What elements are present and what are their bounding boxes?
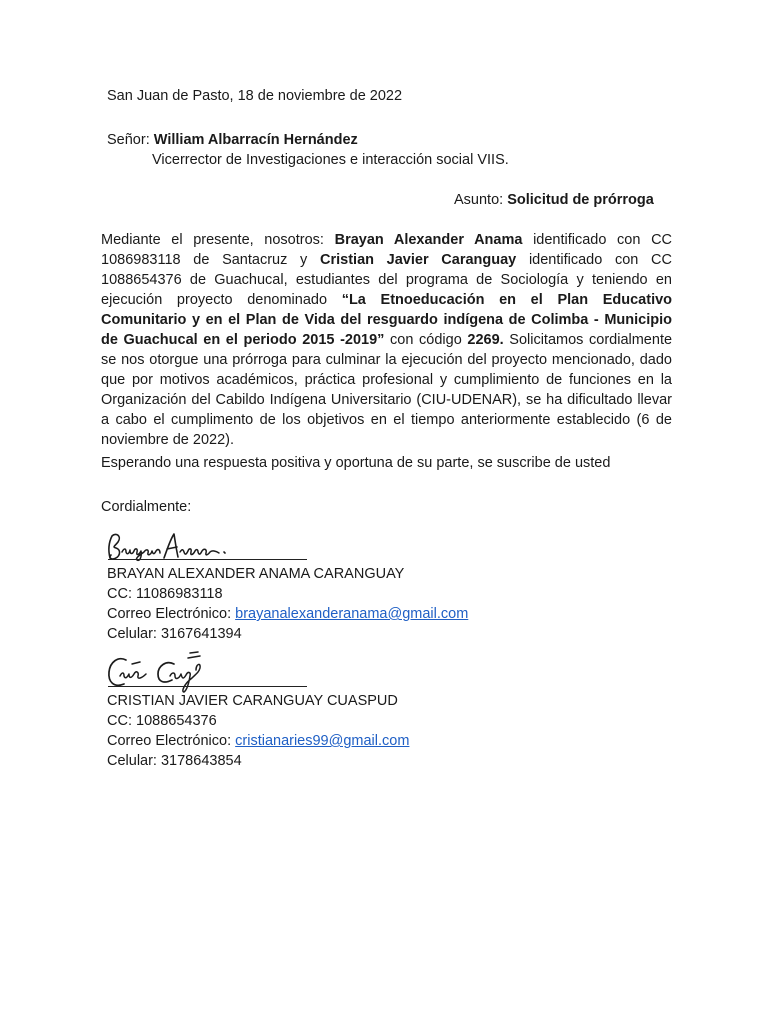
signature-line-1	[108, 559, 307, 560]
closing: Cordialmente:	[101, 499, 192, 515]
body-project-title: “La Etnoeducación en el Plan Educativo Comunitario y en el Plan de Vida del resguardo indígena de Colimba - Municipio de Guachucal en el periodo 2015 -2019”	[101, 292, 673, 348]
closing-sentence: Esperando una respuesta positiva y oportuna de su parte, se suscribe de usted	[101, 455, 611, 471]
recipient-line	[107, 130, 358, 150]
body-student-1: Brayan Alexander Anama	[334, 232, 523, 248]
signatory-1-email-row	[107, 604, 468, 624]
recipient-title: Vicerrector de Investigaciones e interacción social VIIS.	[152, 152, 509, 168]
signatory-2-email-row	[107, 731, 409, 751]
signature-cristian	[104, 650, 310, 694]
signatory-1-name: BRAYAN ALEXANDER ANAMA CARANGUAY	[107, 566, 405, 582]
signatory-1-email-label: Correo Electrónico:	[107, 606, 232, 622]
subject-line	[454, 190, 654, 210]
salutation-label: Señor:	[107, 132, 150, 148]
body-paragraph	[101, 230, 672, 450]
recipient-name: William Albarracín Hernández	[153, 132, 358, 148]
body-id-2: identificado con CC 1088654376 de Guachucal, estudiantes del programa de Sociología y teniendo en ejecución proyecto denominado	[101, 252, 672, 308]
body-code-label: con código	[390, 332, 462, 348]
signatory-2-email-link[interactable]: cristianaries99@gmail.com	[235, 733, 410, 749]
signatory-2-cc: CC: 1088654376	[107, 713, 217, 729]
handwritten-signature-icon	[104, 530, 310, 562]
signatory-2-name: CRISTIAN JAVIER CARANGUAY CUASPUD	[107, 693, 398, 709]
signatory-1-cc: CC: 11086983118	[107, 586, 223, 602]
body-request: Solicitamos cordialmente se nos otorgue una prórroga para culminar la ejecución del proyecto mencionado, dado que por motivos académicos, práctica profesional y cumplimiento de funciones en la Organización del Cabildo Indígena Universitario (CIU-UDENAR), se ha dificultado llevar a cabo el cumplimento de los objetivos en el tiempo anteriormente establecido (6 de noviembre de 2022).	[101, 332, 673, 448]
signature-brayan	[104, 530, 310, 562]
signatory-2-email-label: Correo Electrónico:	[107, 733, 232, 749]
body-code-value: 2269.	[467, 332, 504, 348]
signatory-1-email-link[interactable]: brayanalexanderanama@gmail.com	[235, 606, 469, 622]
handwritten-signature-icon	[104, 650, 310, 694]
body-id-1: identificado con CC 1086983118 de Santacruz y	[101, 232, 673, 268]
subject-label: Asunto:	[454, 192, 504, 208]
signature-line-2	[108, 686, 307, 687]
subject-value: Solicitud de prórroga	[507, 192, 654, 208]
signatory-2-phone: Celular: 3178643854	[107, 753, 242, 769]
place-date: San Juan de Pasto, 18 de noviembre de 2022	[107, 88, 403, 104]
body-student-2: Cristian Javier Caranguay	[320, 252, 517, 268]
body-intro: Mediante el presente, nosotros:	[101, 232, 324, 248]
signatory-1-phone: Celular: 3167641394	[107, 626, 242, 642]
